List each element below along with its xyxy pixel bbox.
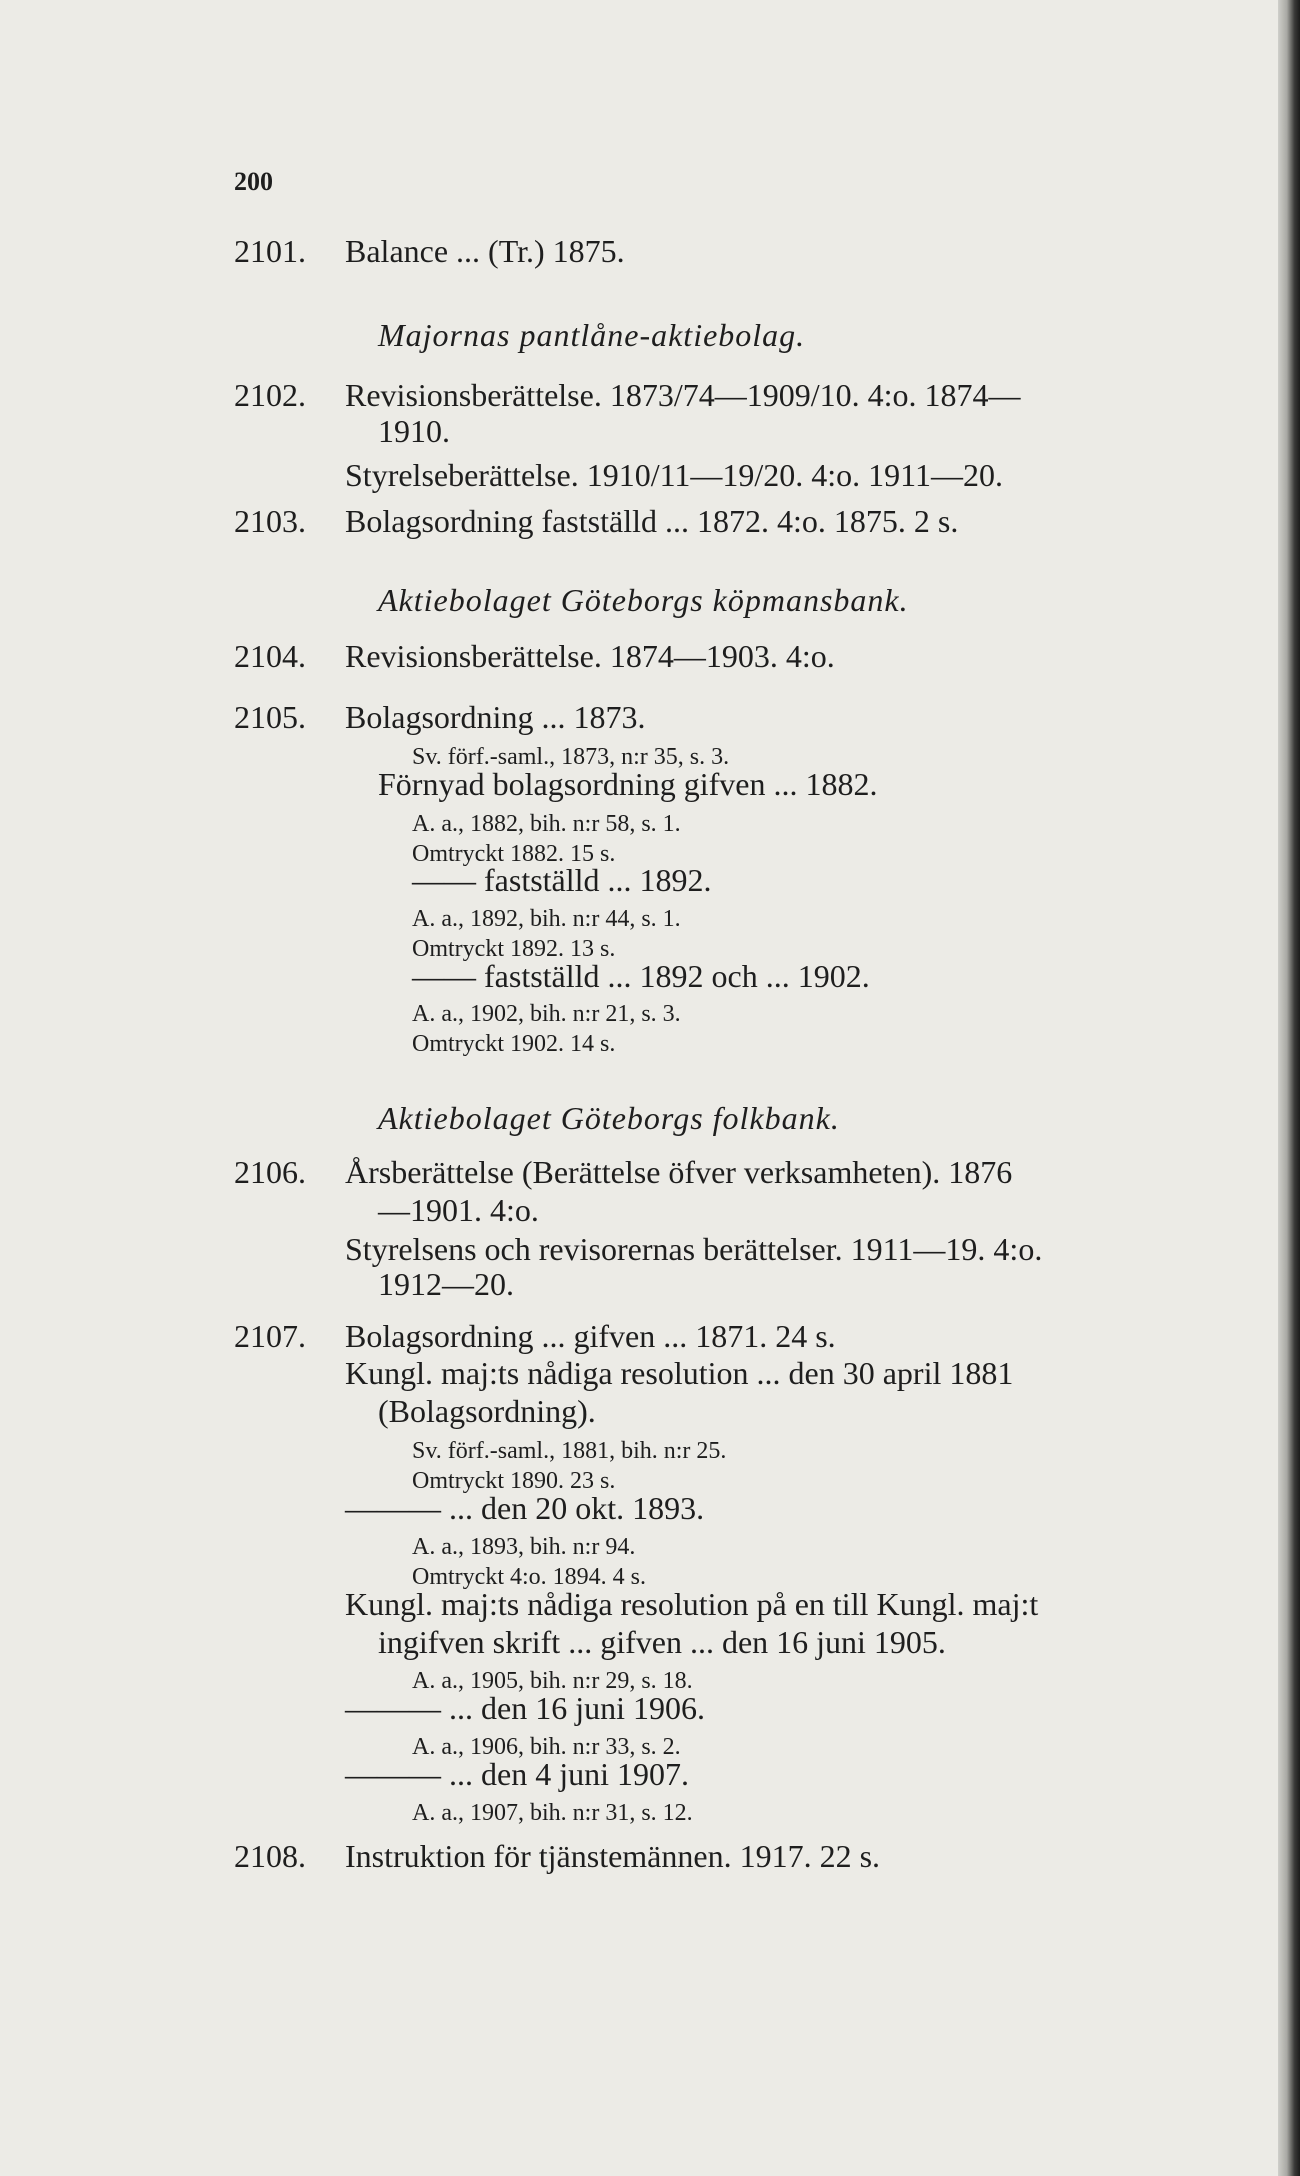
section-heading: Aktiebolaget Göteborgs köpmansbank.: [378, 582, 909, 618]
section-heading: Majornas pantlåne-aktiebolag.: [378, 317, 806, 353]
entry-line: 1912—20.: [378, 1266, 514, 1302]
entry-line: —— fastställd ... 1892 och ... 1902.: [412, 958, 870, 994]
entry-number: 2103.: [234, 503, 306, 539]
entry-line: Styrelseberättelse. 1910/11—19/20. 4:o. 1911—20.: [345, 457, 1003, 493]
reference-line: Sv. förf.-saml., 1873, n:r 35, s. 3.: [412, 744, 730, 770]
page-number: 200: [234, 167, 273, 196]
entry-line: Kungl. maj:ts nådiga resolution ... den 30 april 1881: [345, 1355, 1014, 1391]
entry-line: —— fastställd ... 1892.: [412, 862, 712, 898]
reference-line: Omtryckt 1892. 13 s.: [412, 936, 616, 962]
entry-line: Bolagsordning fastställd ... 1872. 4:o. 1875. 2 s.: [345, 503, 959, 539]
reference-line: A. a., 1892, bih. n:r 44, s. 1.: [412, 906, 681, 932]
entry-number: 2107.: [234, 1318, 306, 1354]
reference-line: A. a., 1893, bih. n:r 94.: [412, 1534, 636, 1560]
entry-line: 1910.: [378, 413, 450, 449]
reference-line: Omtryckt 1882. 15 s.: [412, 841, 616, 867]
entry-line: Revisionsberättelse. 1874—1903. 4:o.: [345, 638, 835, 674]
entry-number: 2106.: [234, 1154, 306, 1190]
reference-line: A. a., 1906, bih. n:r 33, s. 2.: [412, 1734, 681, 1760]
reference-line: Omtryckt 1902. 14 s.: [412, 1031, 616, 1057]
page-edge-shadow: [1278, 0, 1300, 2176]
reference-line: A. a., 1905, bih. n:r 29, s. 18.: [412, 1668, 693, 1694]
entry-line: Instruktion för tjänstemännen. 1917. 22 s.: [345, 1838, 881, 1874]
entry-number: 2105.: [234, 699, 306, 735]
entry-line: Balance ... (Tr.) 1875.: [345, 233, 625, 269]
entry-line: ——— ... den 20 okt. 1893.: [345, 1490, 705, 1526]
reference-line: A. a., 1902, bih. n:r 21, s. 3.: [412, 1001, 681, 1027]
reference-line: Omtryckt 1890. 23 s.: [412, 1468, 616, 1494]
reference-line: Sv. förf.-saml., 1881, bih. n:r 25.: [412, 1438, 727, 1464]
entry-number: 2101.: [234, 233, 306, 269]
entry-number: 2108.: [234, 1838, 306, 1874]
entry-line: Revisionsberättelse. 1873/74—1909/10. 4:o. 1874—: [345, 377, 1021, 413]
entry-line: (Bolagsordning).: [378, 1393, 596, 1429]
entry-line: ingifven skrift ... gifven ... den 16 juni 1905.: [378, 1624, 946, 1660]
section-heading: Aktiebolaget Göteborgs folkbank.: [378, 1100, 840, 1136]
entry-line: Kungl. maj:ts nådiga resolution på en till Kungl. maj:t: [345, 1586, 1039, 1622]
reference-line: A. a., 1907, bih. n:r 31, s. 12.: [412, 1800, 693, 1826]
reference-line: A. a., 1882, bih. n:r 58, s. 1.: [412, 811, 681, 837]
entry-line: ——— ... den 16 juni 1906.: [345, 1690, 705, 1726]
entry-line: Bolagsordning ... gifven ... 1871. 24 s.: [345, 1318, 836, 1354]
entry-line: Bolagsordning ... 1873.: [345, 699, 646, 735]
reference-line: Omtryckt 4:o. 1894. 4 s.: [412, 1564, 646, 1590]
entry-line: ——— ... den 4 juni 1907.: [345, 1756, 689, 1792]
entry-line: Styrelsens och revisorernas berättelser. 1911—19. 4:o.: [345, 1231, 1043, 1267]
entry-line: —1901. 4:o.: [378, 1192, 539, 1228]
entry-number: 2104.: [234, 638, 306, 674]
entry-line: Årsberättelse (Berättelse öfver verksamheten). 1876: [345, 1154, 1013, 1190]
entry-line: Förnyad bolagsordning gifven ... 1882.: [378, 766, 878, 802]
entry-number: 2102.: [234, 377, 306, 413]
